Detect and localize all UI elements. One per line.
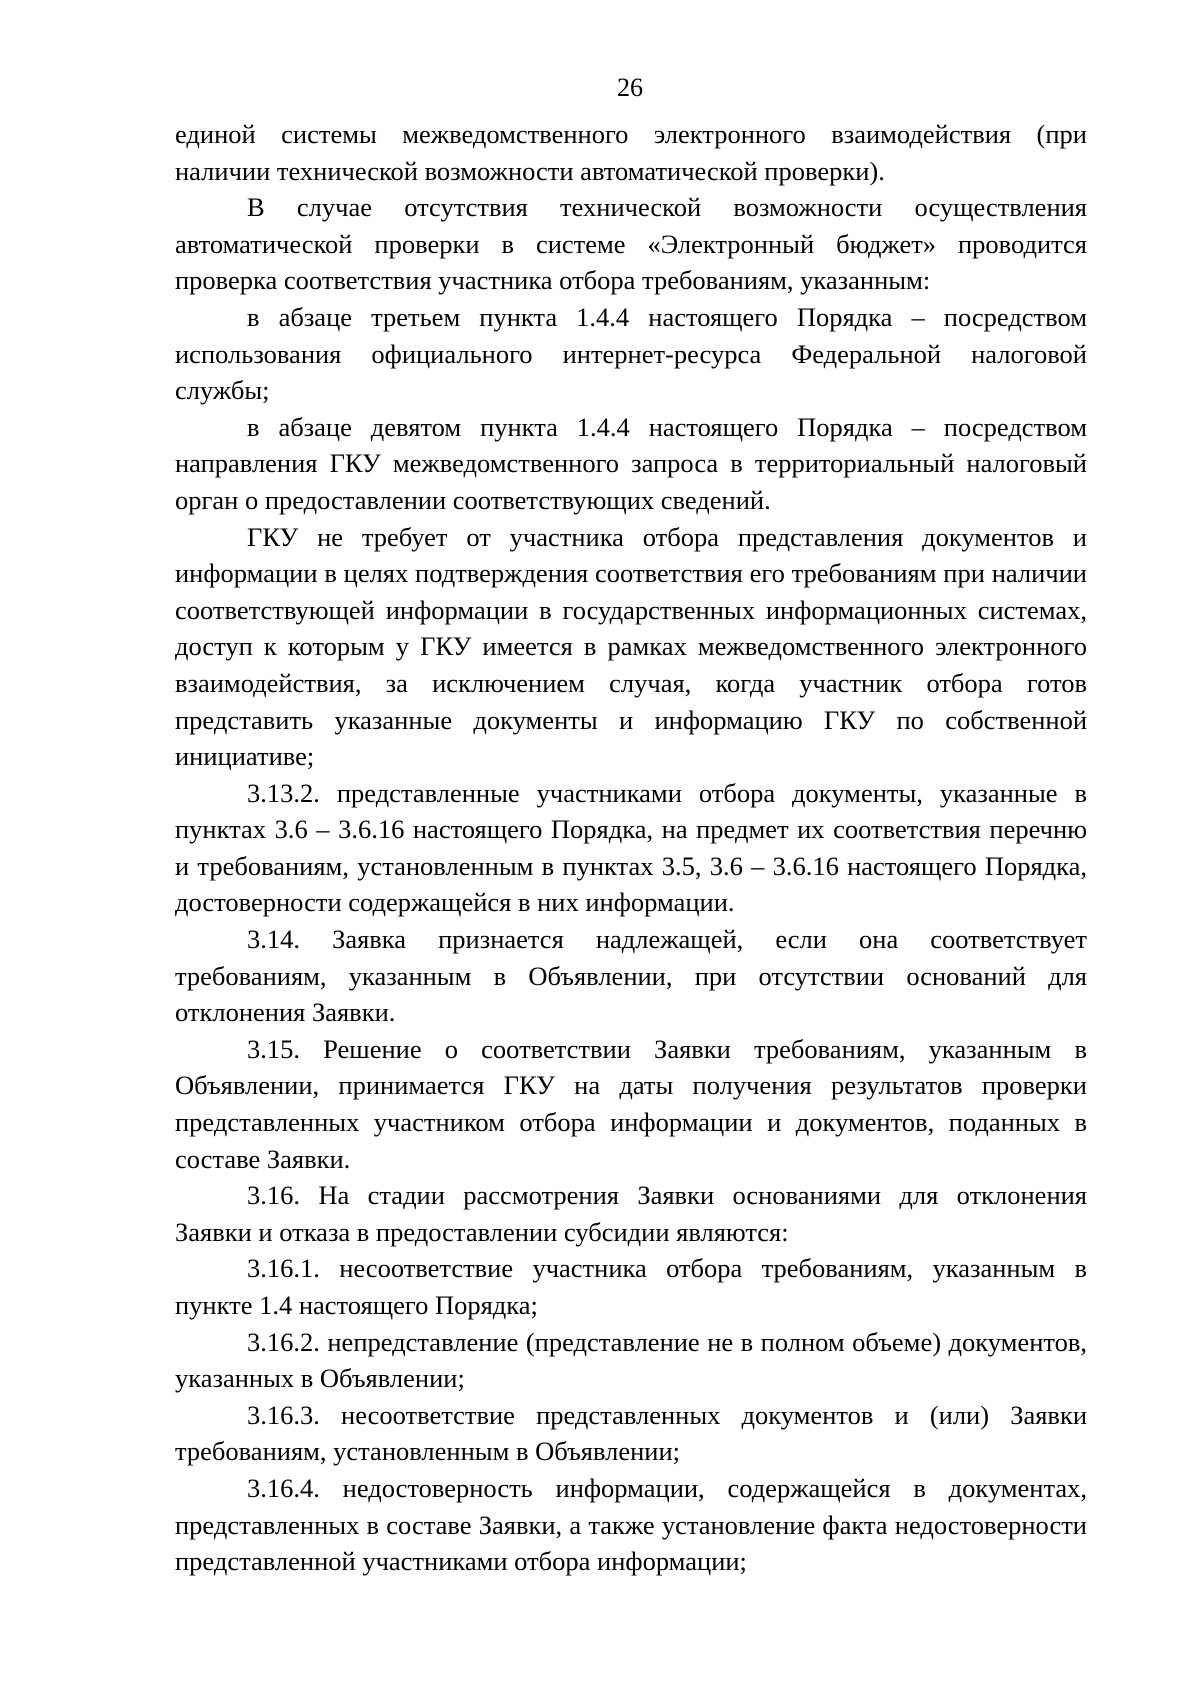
paragraph: 3.16.3. несоответствие представленных документов и (или) Заявки требованиям, установленным в Объявлении; bbox=[175, 1399, 1087, 1467]
paragraph: 3.14. Заявка признается надлежащей, если она соответствует требованиям, указанным в Объявлении, при отсутствии оснований для отклонения Заявки. bbox=[175, 924, 1087, 1028]
paragraph: 3.16.2. непредставление (представление не в полном объеме) документов, указанных в Объявлении; bbox=[175, 1326, 1087, 1394]
paragraph: 3.13.2. представленные участниками отбора документы, указанные в пунктах 3.6 – 3.6.16 настоящего Порядка, на предмет их соответствия перечню и требованиям, установленным в пунктах 3.5, 3.6 – 3.6.16 настоящего Порядка, достоверности содержащейся в них информации. bbox=[175, 777, 1087, 918]
paragraph: 3.15. Решение о соответствии Заявки требованиям, указанным в Объявлении, принимается ГКУ на даты получения результатов проверки представленных участником отбора информации и документов, поданных в составе Заявки. bbox=[175, 1033, 1087, 1174]
document-body bbox=[175, 116, 1087, 1580]
paragraph: ГКУ не требует от участника отбора представления документов и информации в целях подтверждения соответствия его требованиям при наличии соответствующей информации в государственных информационных системах, доступ к которым у ГКУ имеется в рамках межведомственного электронного взаимодействия, за исключением случая, когда участник отбора готов представить указанные документы и информацию ГКУ по собственной инициативе; bbox=[175, 521, 1087, 772]
paragraph: 3.16.1. несоответствие участника отбора требованиям, указанным в пункте 1.4 настоящего Порядка; bbox=[175, 1253, 1087, 1320]
page-number: 26 bbox=[617, 73, 643, 102]
paragraph: в абзаце третьем пункта 1.4.4 настоящего Порядка – посредством использования официального интернет-ресурса Федеральной налоговой службы; bbox=[175, 301, 1087, 406]
paragraph: 3.16. На стадии рассмотрения Заявки основаниями для отклонения Заявки и отказа в предоставлении субсидии являются: bbox=[175, 1180, 1087, 1247]
paragraph: в абзаце девятом пункта 1.4.4 настоящего Порядка – посредством направления ГКУ межведомственного запроса в территориальный налоговый орган о предоставлении соответствующих сведений. bbox=[175, 411, 1087, 515]
paragraph: единой системы межведомственного электронного взаимодействия (при наличии технической возможности автоматической проверки). bbox=[175, 119, 1087, 186]
paragraph: В случае отсутствия технической возможности осуществления автоматической проверки в системе «Электронный бюджет» проводится проверка соответствия участника отбора требованиям, указанным: bbox=[175, 192, 1087, 296]
paragraph: 3.16.4. недостоверность информации, содержащейся в документах, представленных в составе Заявки, а также установление факта недостоверности представленной участниками отбора информации; bbox=[175, 1472, 1087, 1577]
